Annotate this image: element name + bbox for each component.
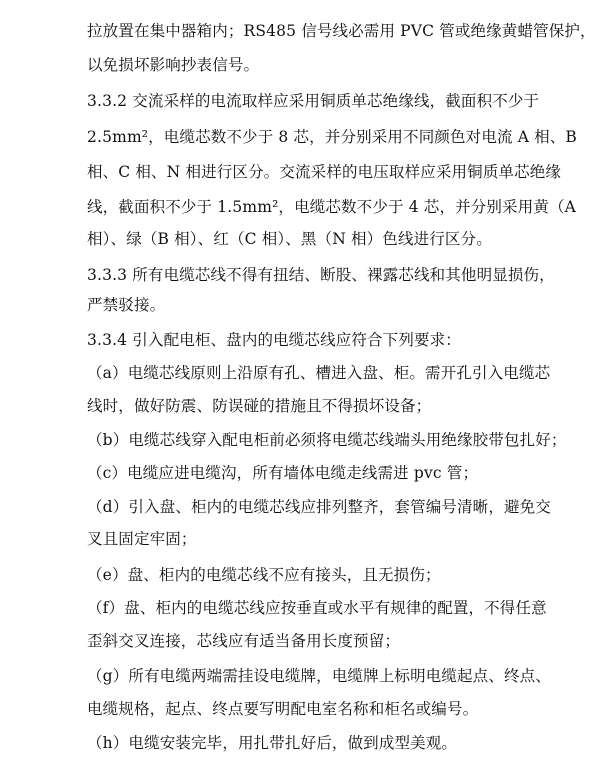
item-a-line-1: （a）电缆芯线原则上沿原有孔、槽进入盘、柜。需开孔引入电缆芯 xyxy=(87,364,551,382)
section-3-3-3-line-2: 严禁驳接。 xyxy=(87,296,166,314)
item-b: （b）电缆芯线穿入配电柜前必须将电缆芯线端头用绝缘胶带包扎好； xyxy=(87,431,567,449)
item-g-line-1: （g）所有电缆两端需挂设电缆牌，电缆牌上标明电缆起点、终点、 xyxy=(87,667,551,685)
item-e: （e）盘、柜内的电缆芯线不应有接头，且无损伤； xyxy=(87,566,441,584)
section-3-3-3-line-1: 3.3.3 所有电缆芯线不得有扭结、断股、裸露芯线和其他明显损伤， xyxy=(87,266,555,284)
item-h: （h）电缆安装完毕，用扎带扎好后，做到成型美观。 xyxy=(87,734,458,752)
section-3-3-2-line-3: 相、C 相、N 相进行区分。交流采样的电压取样应采用铜质单芯绝缘 xyxy=(87,163,562,181)
text-line-2: 以免损坏影响抄表信号。 xyxy=(87,56,260,74)
item-d-line-1: （d）引入盘、柜内的电缆芯线应排列整齐，套管编号清晰，避免交 xyxy=(87,498,551,516)
section-3-3-4-heading: 3.3.4 引入配电柜、盘内的电缆芯线应符合下列要求： xyxy=(87,331,461,349)
item-f-line-1: （f）盘、柜内的电缆芯线应按垂直或水平有规律的配置，不得任意 xyxy=(87,599,547,617)
item-d-line-2: 叉且固定牢固； xyxy=(87,530,197,548)
item-a-line-2: 线时，做好防震、防误碰的措施且不得损坏设备； xyxy=(87,397,432,415)
item-c: （c）电缆应进电缆沟，所有墙体电缆走线需进 pvc 管； xyxy=(87,464,479,482)
item-g-line-2: 电缆规格，起点、终点要写明配电室名称和柜名或编号。 xyxy=(87,700,479,718)
section-3-3-2-line-1: 3.3.2 交流采样的电流取样应采用铜质单芯绝缘线，截面积不少于 xyxy=(87,92,540,110)
section-3-3-2-line-2: 2.5mm²，电缆芯数不少于 8 芯，并分别采用不同颜色对电流 A 相、B xyxy=(87,128,577,146)
section-3-3-2-line-5: 相）、绿（B 相）、红（C 相）、黑（N 相）色线进行区分。 xyxy=(87,230,492,248)
item-f-line-2: 歪斜交叉连接，芯线应有适当备用长度预留； xyxy=(87,632,401,650)
section-3-3-2-line-4: 线，截面积不少于 1.5mm²，电缆芯数不少于 4 芯，并分别采用黄（A xyxy=(87,198,576,216)
text-line-1: 拉放置在集中器箱内；RS485 信号线必需用 PVC 管或绝缘黄蜡管保护， xyxy=(87,22,596,40)
